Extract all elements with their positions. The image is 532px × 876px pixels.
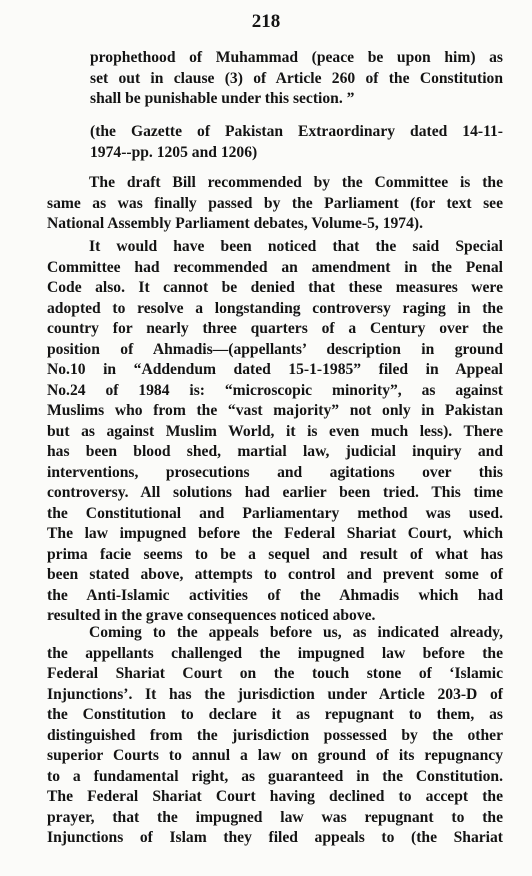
- text-line: the Constitution to declare it as repugnant to them, as: [47, 706, 503, 723]
- text-line: interventions, prosecutions and agitations over this: [47, 463, 503, 481]
- text-line: prima facie seems to be a sequel and result of what has: [47, 545, 503, 563]
- text-line: distinguished from the jurisdiction possessed by the other: [47, 726, 503, 744]
- text-line: the appellants challenged the impugned law before the: [47, 644, 503, 662]
- text-line: No.10 in “Addendum dated 15-1-1985” filed in Appeal: [47, 361, 503, 378]
- text-line: adopted to resolve a longstanding controversy raging in the: [47, 299, 503, 317]
- text-line: 1974--pp. 1205 and 1206): [90, 143, 258, 161]
- gazette-citation: [90, 122, 503, 163]
- text-line: Federal Shariat Court on the touch stone of ‘Islamic: [47, 665, 503, 682]
- text-line: Committee had recommended an amendment in the Penal: [47, 258, 503, 276]
- text-line: controversy. All solutions had earlier been tried. This time: [47, 484, 503, 501]
- text-line: The Federal Shariat Court having declined to accept the: [47, 788, 503, 805]
- quoted-statute-text: [90, 48, 503, 110]
- text-line: prophethood of Muhammad (peace be upon him) as: [90, 49, 503, 66]
- text-line: has been blood shed, martial law, judicial inquiry and: [47, 443, 503, 460]
- text-line: National Assembly Parliament debates, Volume-5, 1974).: [47, 215, 423, 232]
- page-number: 218: [251, 11, 281, 32]
- text-line: but as against Muslim World, it is even much less). There: [47, 422, 503, 440]
- text-line: The law impugned before the Federal Shariat Court, which: [47, 525, 503, 542]
- text-line: Injunctions’. It has the jurisdiction under Article 203-D of: [47, 685, 503, 703]
- paragraph-appeals: [47, 623, 503, 849]
- text-line: to a fundamental right, as guaranteed in the Constitution.: [47, 767, 503, 785]
- text-line: shall be punishable under this section. ”: [90, 90, 355, 107]
- text-line: (the Gazette of Pakistan Extraordinary dated 14-11-: [90, 123, 503, 140]
- text-line: Coming to the appeals before us, as indicated already,: [89, 624, 503, 641]
- text-line: It would have been noticed that the said Special: [89, 238, 503, 255]
- text-line: set out in clause (3) of Article 260 of the Constitution: [90, 69, 503, 87]
- text-line: prayer, that the impugned law was repugnant to the: [47, 808, 503, 826]
- text-line: Muslims who from the “vast majority” not only in Pakistan: [47, 402, 503, 419]
- text-line: same as was finally passed by the Parliament (for text see: [47, 194, 503, 212]
- text-line: No.24 of 1984 is: “microscopic minority”, as against: [47, 381, 503, 399]
- text-line: position of Ahmadis—(appellants’ description in ground: [47, 340, 503, 358]
- paragraph-special-committee: [47, 237, 503, 627]
- text-line: Code also. It cannot be denied that these measures were: [47, 279, 503, 296]
- paragraph-draft-bill: [47, 173, 503, 235]
- text-line: resulted in the grave consequences noticed above.: [47, 607, 376, 624]
- text-line: country for nearly three quarters of a Century over the: [47, 320, 503, 337]
- text-line: the Constitutional and Parliamentary method was used.: [47, 504, 503, 522]
- text-line: superior Courts to annul a law on ground of its repugnancy: [47, 747, 503, 764]
- text-line: Injunctions of Islam they filed appeals to (the Shariat: [47, 829, 503, 846]
- text-line: the Anti-Islamic activities of the Ahmadis which had: [47, 586, 503, 604]
- text-line: The draft Bill recommended by the Committee is the: [89, 174, 503, 191]
- text-line: been stated above, attempts to control and prevent some of: [47, 566, 503, 583]
